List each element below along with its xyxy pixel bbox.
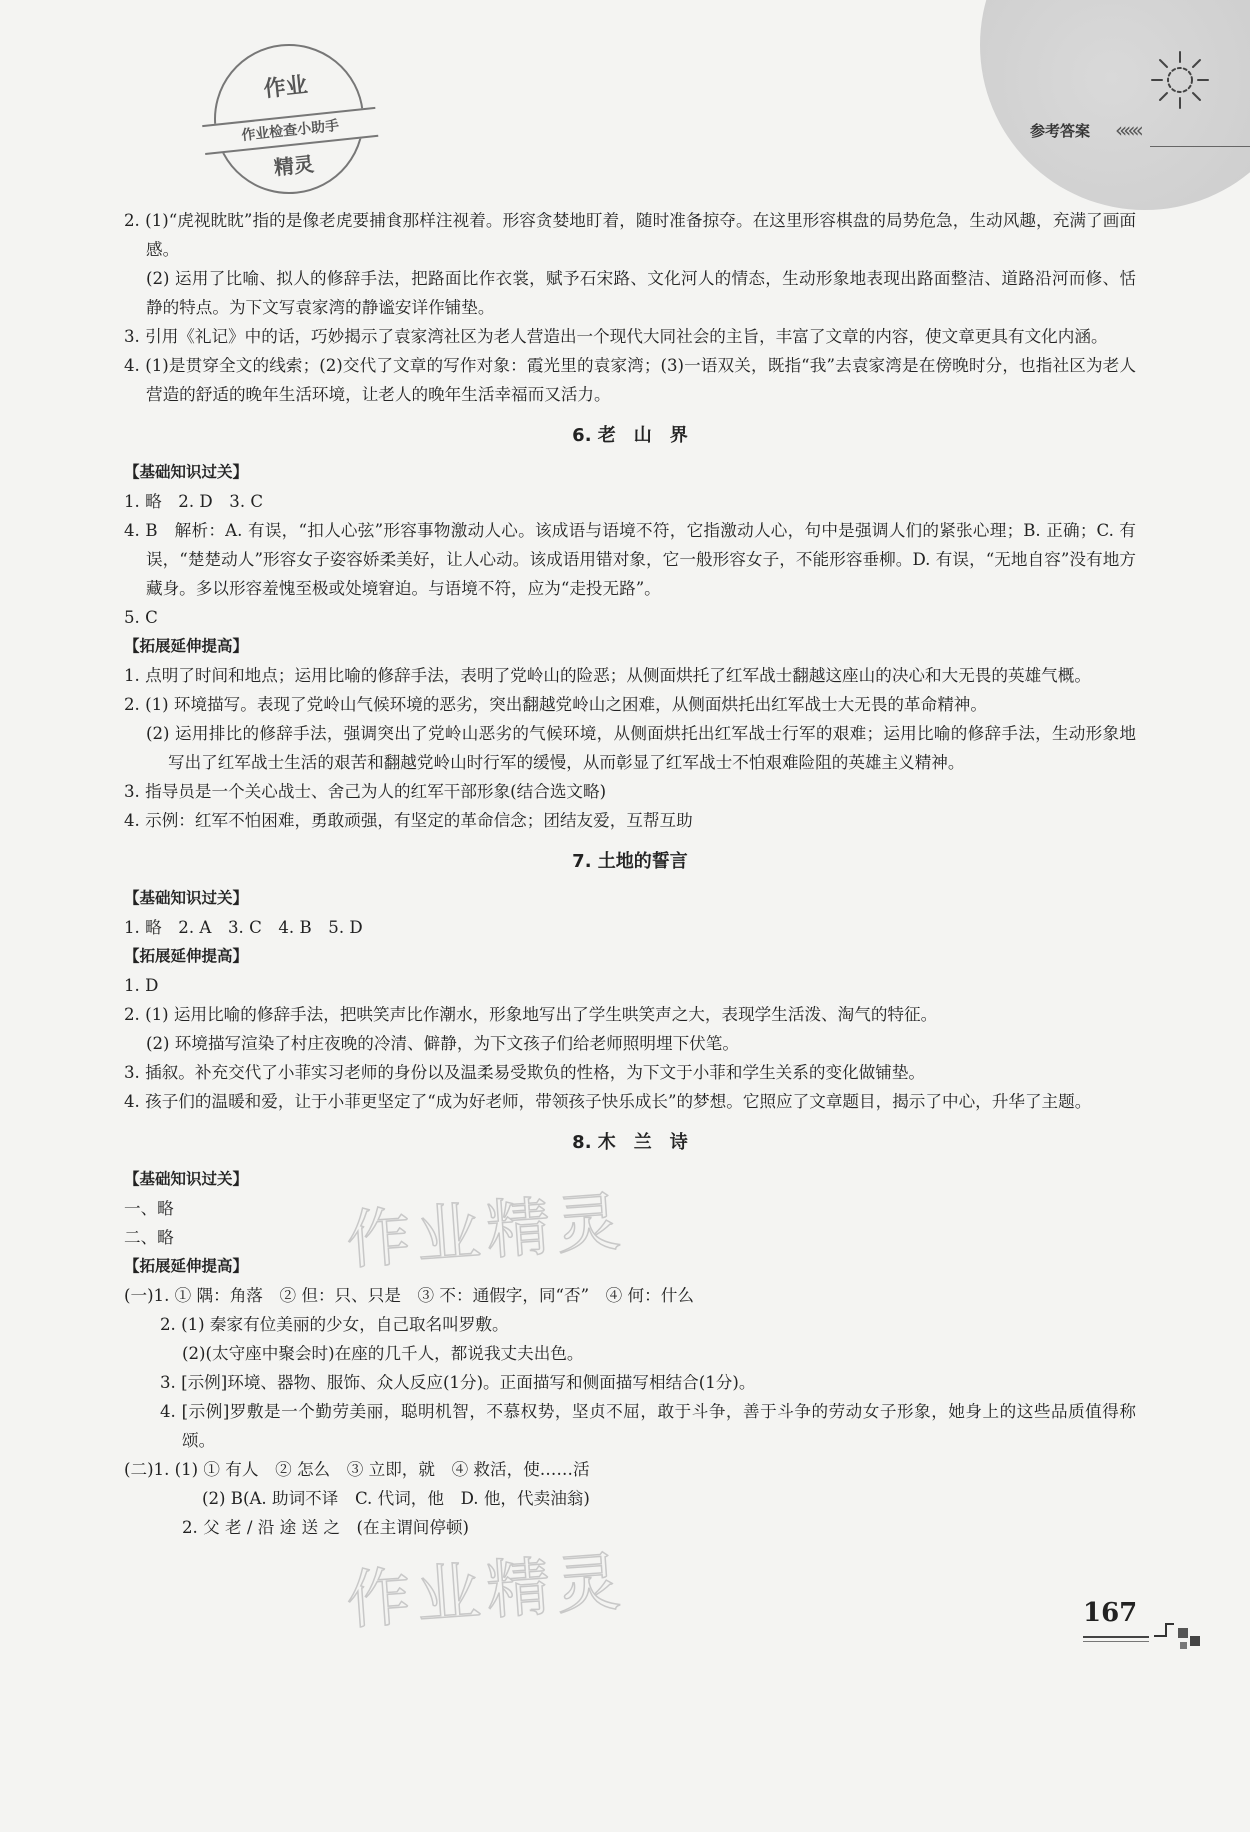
page-number-rule [1083,1641,1149,1642]
section-heading: 【基础知识过关】 [124,1170,249,1188]
answer-line: 3. 指导员是一个关心战士、舍己为人的红军干部形象(结合选文略) [124,782,607,801]
header-label: 参考答案 [1030,122,1091,140]
answer-line: 2. (1)“虎视眈眈”指的是像老虎要捕食那样注视着。形容贪婪地盯着，随时准备掠夺。在这里形容棋盘的局势危急，生动风趣，充满了画面感。 [124,211,1136,259]
answer-line: 3. 引用《礼记》中的话，巧妙揭示了袁家湾社区为老人营造出一个现代大同社会的主旨，丰富了文章的内容，使文章更具有文化内涵。 [124,327,1108,346]
answer-line: 4. (1)是贯穿全文的线索；(2)交代了文章的写作对象：霞光里的袁家湾；(3)一语双关，既指“我”去袁家湾是在傍晚时分，也指社区为老人营造的舒适的晚年生活环境，让老人的晚年生活幸福而又活力。 [124,356,1136,404]
answer-line: (2)(太守座中聚会时)在座的几千人，都说我丈夫出色。 [182,1344,584,1363]
lesson-title: 7. 土地的誓言 [572,851,688,872]
answer-line: 2. 父 老 / 沿 途 送 之 (在主谓间停顿) [182,1518,470,1537]
answer-line: 3. 插叙。补充交代了小菲实习老师的身份以及温柔易受欺负的性格，为下文于小菲和学生关系的变化做铺垫。 [124,1063,926,1082]
answer-line: 5. C [124,608,158,627]
answer-line: 1. 略 2. D 3. C [124,492,264,511]
answer-line: 1. 点明了时间和地点；运用比喻的修辞手法，表明了党岭山的险恶；从侧面烘托了红军战士翻越这座山的决心和大无畏的英雄气概。 [124,666,1091,685]
answer-line: 3. [示例]环境、器物、服饰、众人反应(1分)。正面描写和侧面描写相结合(1分)。 [160,1373,756,1392]
chevrons-left-icon: ««« [1115,118,1140,142]
page-number: 167 [1083,1598,1138,1628]
stamp-bottom-text: 精灵 [272,151,316,180]
answer-line: (2) B(A. 助词不译 C. 代词，他 D. 他，代卖油翁) [202,1489,590,1508]
answer-line: 1. D [124,976,159,995]
answer-line: 4. B 解析：A. 有误，“扣人心弦”形容事物激动人心。该成语与语境不符，它指激动人心，句中是强调人们的紧张心理；B. 正确；C. 有误，“楚楚动人”形容女子姿容娇柔美好，让人心动。该成语用错对象，它一般形容女子，不能形容垂柳。D. 有误，“无地自容”没有地方藏身。多以形容羞愧至极或处境窘迫。与语境不符，应为“走投无路”。 [124,521,1136,598]
answer-content [124,206,1136,1542]
lesson-title: 8. 木 兰 诗 [572,1132,688,1153]
section-heading: 【基础知识过关】 [124,889,249,907]
answer-line: (2) 运用了比喻、拟人的修辞手法，把路面比作衣裳，赋予石宋路、文化河人的情态，生动形象地表现出路面整洁、道路沿河而修、恬静的特点。为下文写袁家湾的静谧安详作铺垫。 [146,269,1136,317]
answer-line: 2. (1) 环境描写。表现了党岭山气候环境的恶劣，突出翻越党岭山之困难，从侧面烘托出红军战士大无畏的革命精神。 [124,695,987,714]
watermark: 作业精灵 [344,1185,629,1279]
answer-line: (2) 环境描写渲染了村庄夜晚的冷清、僻静，为下文孩子们给老师照明埋下伏笔。 [146,1034,739,1053]
answer-line: 一、略 [124,1199,174,1218]
sun-icon [1148,48,1212,112]
stamp-top-text: 作业 [262,72,309,103]
header-rule [1150,146,1250,147]
answer-line: 1. 略 2. A 3. C 4. B 5. D [124,918,363,937]
stamp-band-text: 作业检查小助手 [202,107,378,155]
answer-line: 4. 示例：红军不怕困难，勇敢顽强，有坚定的革命信念；团结友爱，互帮互助 [124,811,693,830]
answer-line: 2. (1) 秦家有位美丽的少女，自己取名叫罗敷。 [160,1315,509,1334]
answer-line: 4. 孩子们的温暖和爱，让于小菲更坚定了“成为好老师，带领孩子快乐成长”的梦想。它照应了文章题目，揭示了中心，升华了主题。 [124,1092,1092,1111]
answer-line: 2. (1) 运用比喻的修辞手法，把哄笑声比作潮水，形象地写出了学生哄笑声之大，表现学生活泼、淘气的特征。 [124,1005,938,1024]
corner-squares-icon [1152,1618,1206,1654]
page-number-rule [1083,1636,1149,1638]
section-heading: 【拓展延伸提高】 [124,1257,249,1275]
section-heading: 【拓展延伸提高】 [124,637,249,655]
lesson-title: 6. 老 山 界 [572,425,688,446]
answer-line: 4. [示例]罗敷是一个勤劳美丽，聪明机智，不慕权势，坚贞不屈，敢于斗争，善于斗争的劳动女子形象，她身上的这些品质值得称颂。 [160,1402,1136,1450]
stamp-seal [207,37,372,202]
answer-line: 二、略 [124,1228,174,1247]
answer-line: (一)1. ① 隅：角落 ② 但：只、只是 ③ 不：通假字，同“否” ④ 何：什么 [124,1286,694,1305]
answer-line: (二)1. (1) ① 有人 ② 怎么 ③ 立即，就 ④ 救活，使……活 [124,1460,590,1479]
section-heading: 【拓展延伸提高】 [124,947,249,965]
section-heading: 【基础知识过关】 [124,463,249,481]
watermark: 作业精灵 [344,1545,629,1639]
answer-line: (2) 运用排比的修辞手法，强调突出了党岭山恶劣的气候环境，从侧面烘托出红军战士行军的艰难；运用比喻的修辞手法，生动形象地写出了红军战士生活的艰苦和翻越党岭山时行军的缓慢，从而彰显了红军战士不怕艰难险阻的英雄主义精神。 [146,724,1136,772]
